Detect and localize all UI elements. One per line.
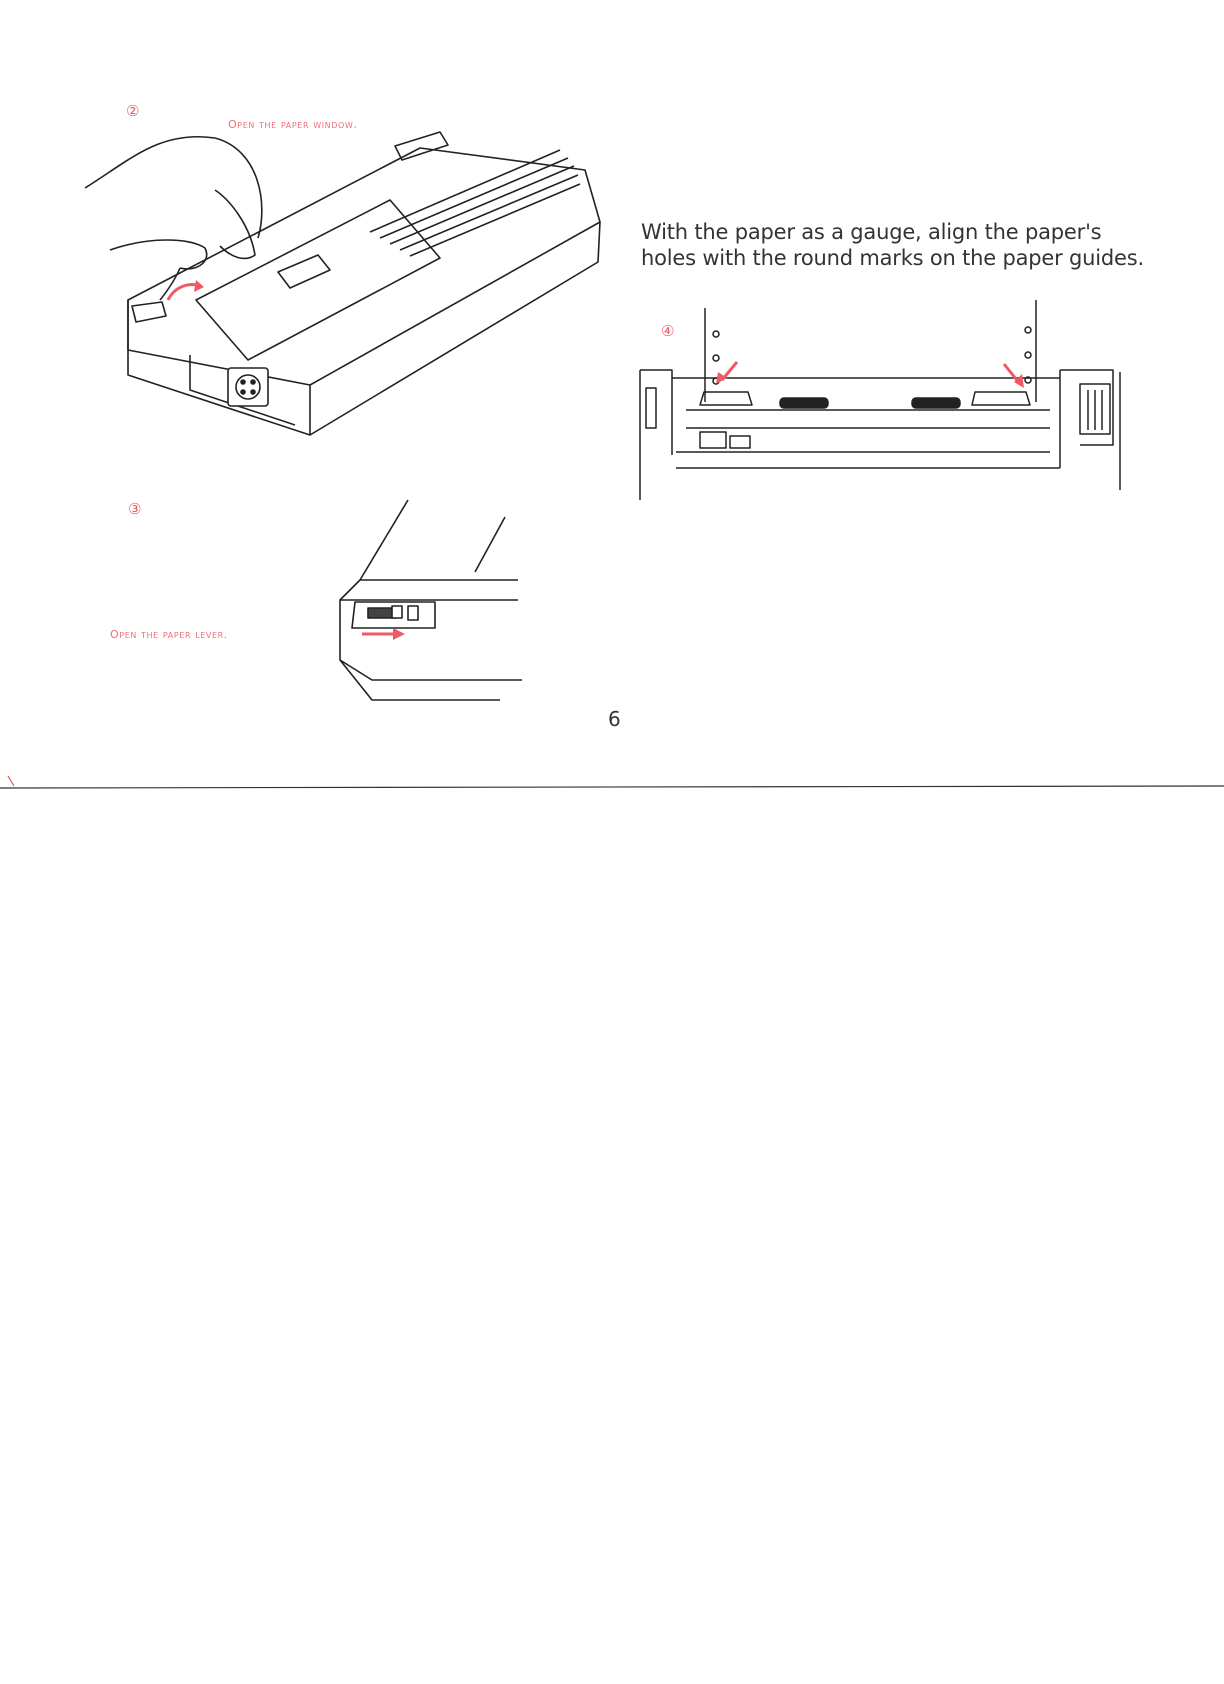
step-3-number: ③ [128,500,142,518]
step-2-number: ② [126,102,140,120]
step-3-caption: Open the paper lever. [110,628,228,641]
step-4-number: ④ [661,322,675,340]
page-number: 6 [608,707,621,731]
instruction-line-2: holes with the round marks on the paper guides. [641,246,1144,270]
instruction-line-1: With the paper as a gauge, align the paper's [641,220,1102,244]
step-2-caption: Open the paper window. [228,118,358,131]
